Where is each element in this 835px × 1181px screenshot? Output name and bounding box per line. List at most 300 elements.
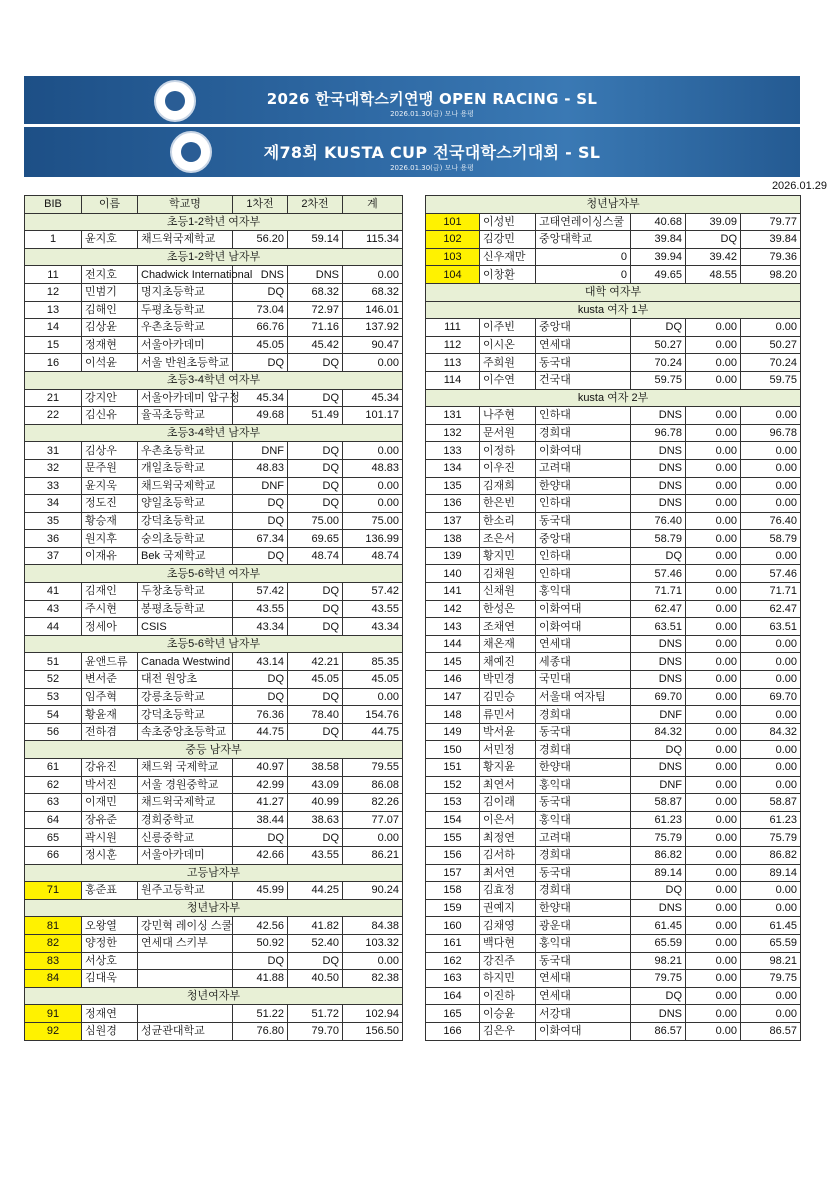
run1-cell: 45.34 [233, 389, 288, 407]
run1-cell: 71.71 [631, 583, 686, 601]
table-row [426, 882, 801, 900]
run2-cell: 41.82 [288, 917, 343, 935]
bib-cell: 82 [25, 934, 82, 952]
name-cell: 황윤재 [82, 706, 138, 724]
name-cell: 최정연 [480, 829, 536, 847]
name-cell: 한소리 [480, 512, 536, 530]
table-row [426, 635, 801, 653]
name-cell: 서민정 [480, 741, 536, 759]
school-cell: 홍익대 [536, 583, 631, 601]
column-header-bib: BIB [25, 196, 82, 214]
school-cell: 한양대 [536, 899, 631, 917]
total-cell: 65.59 [741, 934, 801, 952]
bib-cell: 13 [25, 301, 82, 319]
table-row [25, 829, 403, 847]
total-cell: 0.00 [741, 442, 801, 460]
name-cell: 장유준 [82, 811, 138, 829]
school-cell: Canada Westwind [138, 653, 233, 671]
table-row [25, 934, 403, 952]
bib-cell: 37 [25, 547, 82, 565]
run2-cell: 0.00 [686, 442, 741, 460]
run1-cell: DNS [631, 653, 686, 671]
total-cell: 68.32 [343, 283, 403, 301]
bib-cell: 163 [426, 970, 480, 988]
total-cell: 90.24 [343, 882, 403, 900]
run2-cell: 43.09 [288, 776, 343, 794]
table-row [426, 688, 801, 706]
school-cell: 우촌초등학교 [138, 442, 233, 460]
run1-cell: DNS [631, 495, 686, 513]
table-row [25, 776, 403, 794]
bib-cell: 52 [25, 671, 82, 689]
table-row [25, 407, 403, 425]
bib-cell: 12 [25, 283, 82, 301]
name-cell: 정시훈 [82, 846, 138, 864]
run2-cell: 68.32 [288, 283, 343, 301]
name-cell: 김서하 [480, 846, 536, 864]
total-cell: 71.71 [741, 583, 801, 601]
total-cell: 0.00 [741, 635, 801, 653]
run2-cell: 0.00 [686, 565, 741, 583]
run2-cell: 0.00 [686, 512, 741, 530]
column-header-run2: 2차전 [288, 196, 343, 214]
name-cell: 황지민 [480, 547, 536, 565]
bib-cell: 62 [25, 776, 82, 794]
run1-cell: DNS [631, 1005, 686, 1023]
name-cell: 하지민 [480, 970, 536, 988]
name-cell: 김민승 [480, 688, 536, 706]
bib-cell: 155 [426, 829, 480, 847]
run1-cell: 49.68 [233, 407, 288, 425]
total-cell: 0.00 [741, 407, 801, 425]
school-cell: 이화여대 [536, 1022, 631, 1040]
total-cell: 90.47 [343, 336, 403, 354]
total-cell: 58.79 [741, 530, 801, 548]
total-cell: 0.00 [343, 952, 403, 970]
name-cell: 서상호 [82, 952, 138, 970]
bib-cell: 154 [426, 811, 480, 829]
table-row [25, 266, 403, 284]
run2-cell: 0.00 [686, 829, 741, 847]
total-cell: 102.94 [343, 1005, 403, 1023]
run2-cell: 0.00 [686, 899, 741, 917]
total-cell: 0.00 [343, 354, 403, 372]
banner-open-racing-date: 2026.01.30(금) 모나 용평 [390, 110, 474, 118]
name-cell: 류민서 [480, 706, 536, 724]
run2-cell: 59.14 [288, 231, 343, 249]
run1-cell: 41.27 [233, 794, 288, 812]
total-cell: 0.00 [741, 882, 801, 900]
name-cell: 원지후 [82, 530, 138, 548]
table-row [426, 653, 801, 671]
total-cell: 44.75 [343, 723, 403, 741]
run1-cell: 79.75 [631, 970, 686, 988]
table-row [426, 846, 801, 864]
total-cell: 0.00 [741, 759, 801, 777]
run1-cell: 41.88 [233, 970, 288, 988]
school-cell: 경희대 [536, 882, 631, 900]
total-cell: 0.00 [741, 459, 801, 477]
school-cell: 0 [536, 266, 631, 284]
school-cell: 동국대 [536, 794, 631, 812]
bib-cell: 41 [25, 583, 82, 601]
run2-cell: 42.21 [288, 653, 343, 671]
name-cell: 이재민 [82, 794, 138, 812]
bib-cell: 35 [25, 512, 82, 530]
run1-cell: 43.55 [233, 600, 288, 618]
bib-cell: 142 [426, 600, 480, 618]
school-cell: 개일초등학교 [138, 459, 233, 477]
run1-cell: DQ [233, 283, 288, 301]
division-header-row [25, 565, 403, 583]
total-cell: 0.00 [343, 495, 403, 513]
table-row [426, 899, 801, 917]
run1-cell: 45.99 [233, 882, 288, 900]
school-cell: 봉평초등학교 [138, 600, 233, 618]
school-cell: 인하대 [536, 407, 631, 425]
school-cell: 채드윅국제학교 [138, 477, 233, 495]
table-row [25, 653, 403, 671]
school-cell: 세종대 [536, 653, 631, 671]
table-row [426, 583, 801, 601]
run2-cell: 44.25 [288, 882, 343, 900]
run2-cell: 0.00 [686, 970, 741, 988]
run2-cell: DQ [288, 389, 343, 407]
run2-cell: 51.49 [288, 407, 343, 425]
school-cell: 경희대 [536, 424, 631, 442]
division-title: kusta 여자 2부 [426, 389, 801, 407]
name-cell: 전하겸 [82, 723, 138, 741]
run2-cell: 0.00 [686, 653, 741, 671]
bib-cell: 15 [25, 336, 82, 354]
total-cell: 84.38 [343, 917, 403, 935]
run2-cell: 0.00 [686, 952, 741, 970]
division-title: 청년남자부 [25, 899, 403, 917]
bib-cell: 56 [25, 723, 82, 741]
table-row [25, 794, 403, 812]
table-row [426, 934, 801, 952]
table-row [426, 407, 801, 425]
run1-cell: 42.56 [233, 917, 288, 935]
table-row [25, 811, 403, 829]
bib-cell: 65 [25, 829, 82, 847]
bib-cell: 145 [426, 653, 480, 671]
school-cell: 인하대 [536, 547, 631, 565]
run1-cell: 86.57 [631, 1022, 686, 1040]
run2-cell: 43.55 [288, 846, 343, 864]
name-cell: 채예진 [480, 653, 536, 671]
table-row [25, 530, 403, 548]
name-cell: 김채영 [480, 917, 536, 935]
bib-cell: 151 [426, 759, 480, 777]
table-row [25, 882, 403, 900]
school-cell: 서울 경원중학교 [138, 776, 233, 794]
school-cell: 서강대 [536, 1005, 631, 1023]
division-title: 청년남자부 [426, 196, 801, 214]
division-title: 청년여자부 [25, 987, 403, 1005]
bib-cell: 44 [25, 618, 82, 636]
run2-cell: DQ [288, 618, 343, 636]
total-cell: 0.00 [741, 671, 801, 689]
run2-cell: 69.65 [288, 530, 343, 548]
name-cell: 김강민 [480, 231, 536, 249]
run1-cell: 50.27 [631, 336, 686, 354]
school-cell: 중앙대 [536, 530, 631, 548]
table-row [25, 336, 403, 354]
run2-cell: 51.72 [288, 1005, 343, 1023]
table-row [25, 231, 403, 249]
bib-cell: 149 [426, 723, 480, 741]
run1-cell: 51.22 [233, 1005, 288, 1023]
division-header-row [426, 283, 801, 301]
run2-cell: 0.00 [686, 354, 741, 372]
total-cell: 103.32 [343, 934, 403, 952]
name-cell: 이창환 [480, 266, 536, 284]
run1-cell: DQ [233, 829, 288, 847]
total-cell: 156.50 [343, 1022, 403, 1040]
total-cell: 82.26 [343, 794, 403, 812]
division-header-row [25, 213, 403, 231]
total-cell: 0.00 [343, 688, 403, 706]
name-cell: 이우진 [480, 459, 536, 477]
banner-open-racing-title: 2026 한국대학스키연맹 OPEN RACING - SL [266, 90, 598, 108]
bib-cell: 156 [426, 846, 480, 864]
table-row [25, 723, 403, 741]
results-table-left [24, 195, 403, 1041]
school-cell: 양일초등학교 [138, 495, 233, 513]
school-cell: 연세대 [536, 987, 631, 1005]
name-cell: 김재희 [480, 477, 536, 495]
run2-cell: 0.00 [686, 583, 741, 601]
table-row [426, 600, 801, 618]
run2-cell: DQ [288, 495, 343, 513]
run2-cell: 40.99 [288, 794, 343, 812]
run2-cell: 71.16 [288, 319, 343, 337]
run1-cell: DNS [233, 266, 288, 284]
name-cell: 주희원 [480, 354, 536, 372]
school-cell: 경희대 [536, 846, 631, 864]
table-row [25, 952, 403, 970]
table-row [25, 618, 403, 636]
run1-cell: DNS [631, 759, 686, 777]
table-row [25, 319, 403, 337]
table-row [426, 1005, 801, 1023]
run1-cell: 84.32 [631, 723, 686, 741]
banner-open-racing [24, 76, 800, 124]
table-row [25, 1005, 403, 1023]
run2-cell: 0.00 [686, 794, 741, 812]
bib-cell: 132 [426, 424, 480, 442]
bib-cell: 134 [426, 459, 480, 477]
school-cell: 인하대 [536, 565, 631, 583]
name-cell: 신채원 [480, 583, 536, 601]
table-row [25, 301, 403, 319]
name-cell: 한성은 [480, 600, 536, 618]
total-cell: 136.99 [343, 530, 403, 548]
total-cell: 85.35 [343, 653, 403, 671]
run1-cell: 76.80 [233, 1022, 288, 1040]
bib-cell: 111 [426, 319, 480, 337]
division-header-row [25, 248, 403, 266]
division-title: 고등남자부 [25, 864, 403, 882]
run1-cell: DNF [631, 706, 686, 724]
school-cell: 중앙대학교 [536, 231, 631, 249]
name-cell: 강진주 [480, 952, 536, 970]
table-row [426, 459, 801, 477]
total-cell: 86.21 [343, 846, 403, 864]
total-cell: 115.34 [343, 231, 403, 249]
table-row [25, 688, 403, 706]
table-row [25, 512, 403, 530]
division-title: 초등3-4학년 여자부 [25, 371, 403, 389]
run2-cell: 45.42 [288, 336, 343, 354]
division-header-row [25, 864, 403, 882]
name-cell: 이진하 [480, 987, 536, 1005]
bib-cell: 101 [426, 213, 480, 231]
run1-cell: 43.34 [233, 618, 288, 636]
table-row [25, 459, 403, 477]
name-cell: 양정한 [82, 934, 138, 952]
bib-cell: 51 [25, 653, 82, 671]
run2-cell: DQ [288, 354, 343, 372]
run2-cell: 75.00 [288, 512, 343, 530]
division-title: 초등1-2학년 여자부 [25, 213, 403, 231]
school-cell: 동국대 [536, 864, 631, 882]
bib-cell: 84 [25, 970, 82, 988]
run1-cell: 61.23 [631, 811, 686, 829]
name-cell: 민범기 [82, 283, 138, 301]
total-cell: 50.27 [741, 336, 801, 354]
name-cell: 김효정 [480, 882, 536, 900]
bib-cell: 31 [25, 442, 82, 460]
school-cell: CSIS [138, 618, 233, 636]
name-cell: 이석윤 [82, 354, 138, 372]
total-cell: 63.51 [741, 618, 801, 636]
name-cell: 김상윤 [82, 319, 138, 337]
table-header-row [25, 196, 403, 214]
name-cell: 황지윤 [480, 759, 536, 777]
bib-cell: 53 [25, 688, 82, 706]
total-cell: 0.00 [741, 741, 801, 759]
bib-cell: 158 [426, 882, 480, 900]
division-header-row [426, 196, 801, 214]
table-row [426, 354, 801, 372]
school-cell [138, 952, 233, 970]
run2-cell: 0.00 [686, 547, 741, 565]
total-cell: 0.00 [343, 442, 403, 460]
run1-cell: DQ [631, 547, 686, 565]
table-row [426, 917, 801, 935]
run2-cell: 0.00 [686, 671, 741, 689]
run1-cell: 39.94 [631, 248, 686, 266]
run1-cell: DQ [233, 512, 288, 530]
document-date: 2026.01.29 [771, 180, 827, 192]
banner-kusta-cup-date: 2026.01.30(금) 모나 용평 [390, 164, 474, 172]
table-row [25, 706, 403, 724]
division-header-row [426, 389, 801, 407]
school-cell: 경희중학교 [138, 811, 233, 829]
total-cell: 39.84 [741, 231, 801, 249]
total-cell: 89.14 [741, 864, 801, 882]
total-cell: 43.55 [343, 600, 403, 618]
banner-kusta-cup [24, 127, 800, 177]
total-cell: 61.23 [741, 811, 801, 829]
run1-cell: 76.40 [631, 512, 686, 530]
run1-cell: 70.24 [631, 354, 686, 372]
school-cell: 두평초등학교 [138, 301, 233, 319]
run2-cell: 0.00 [686, 987, 741, 1005]
school-cell: 채드윅국제학교 [138, 231, 233, 249]
run1-cell: 38.44 [233, 811, 288, 829]
run2-cell: DQ [288, 600, 343, 618]
school-cell [138, 970, 233, 988]
bib-cell: 152 [426, 776, 480, 794]
run1-cell: 89.14 [631, 864, 686, 882]
division-header-row [25, 424, 403, 442]
run1-cell: DQ [631, 882, 686, 900]
name-cell: 김채원 [480, 565, 536, 583]
bib-cell: 144 [426, 635, 480, 653]
run1-cell: 57.42 [233, 583, 288, 601]
table-row [426, 565, 801, 583]
bib-cell: 33 [25, 477, 82, 495]
run2-cell: 0.00 [686, 371, 741, 389]
run2-cell: 39.09 [686, 213, 741, 231]
run1-cell: DNF [233, 442, 288, 460]
name-cell: 강유진 [82, 759, 138, 777]
table-row [25, 671, 403, 689]
name-cell: 이수연 [480, 371, 536, 389]
name-cell: 채온재 [480, 635, 536, 653]
run1-cell: DQ [233, 952, 288, 970]
school-cell: 동국대 [536, 354, 631, 372]
run1-cell: 44.75 [233, 723, 288, 741]
table-row [426, 231, 801, 249]
school-cell: 경희대 [536, 741, 631, 759]
bib-cell: 81 [25, 917, 82, 935]
school-cell: 명지초등학교 [138, 283, 233, 301]
school-cell: 서울아카데미 압구정 [138, 389, 233, 407]
table-row [426, 248, 801, 266]
table-row [426, 319, 801, 337]
run1-cell: 43.14 [233, 653, 288, 671]
bib-cell: 71 [25, 882, 82, 900]
table-row [426, 477, 801, 495]
bib-cell: 162 [426, 952, 480, 970]
name-cell: 김신유 [82, 407, 138, 425]
run2-cell: DQ [288, 723, 343, 741]
run2-cell: 0.00 [686, 635, 741, 653]
school-cell: 인하대 [536, 495, 631, 513]
name-cell: 백다현 [480, 934, 536, 952]
run1-cell: 66.76 [233, 319, 288, 337]
bib-cell: 164 [426, 987, 480, 1005]
name-cell: 나주현 [480, 407, 536, 425]
total-cell: 0.00 [741, 706, 801, 724]
total-cell: 79.77 [741, 213, 801, 231]
bib-cell: 157 [426, 864, 480, 882]
bib-cell: 102 [426, 231, 480, 249]
school-cell: 고려대 [536, 829, 631, 847]
run2-cell: DQ [288, 829, 343, 847]
name-cell: 변서준 [82, 671, 138, 689]
run2-cell: DQ [686, 231, 741, 249]
column-header-name: 이름 [82, 196, 138, 214]
bib-cell: 166 [426, 1022, 480, 1040]
run1-cell: 69.70 [631, 688, 686, 706]
table-row [426, 776, 801, 794]
run2-cell: 0.00 [686, 882, 741, 900]
